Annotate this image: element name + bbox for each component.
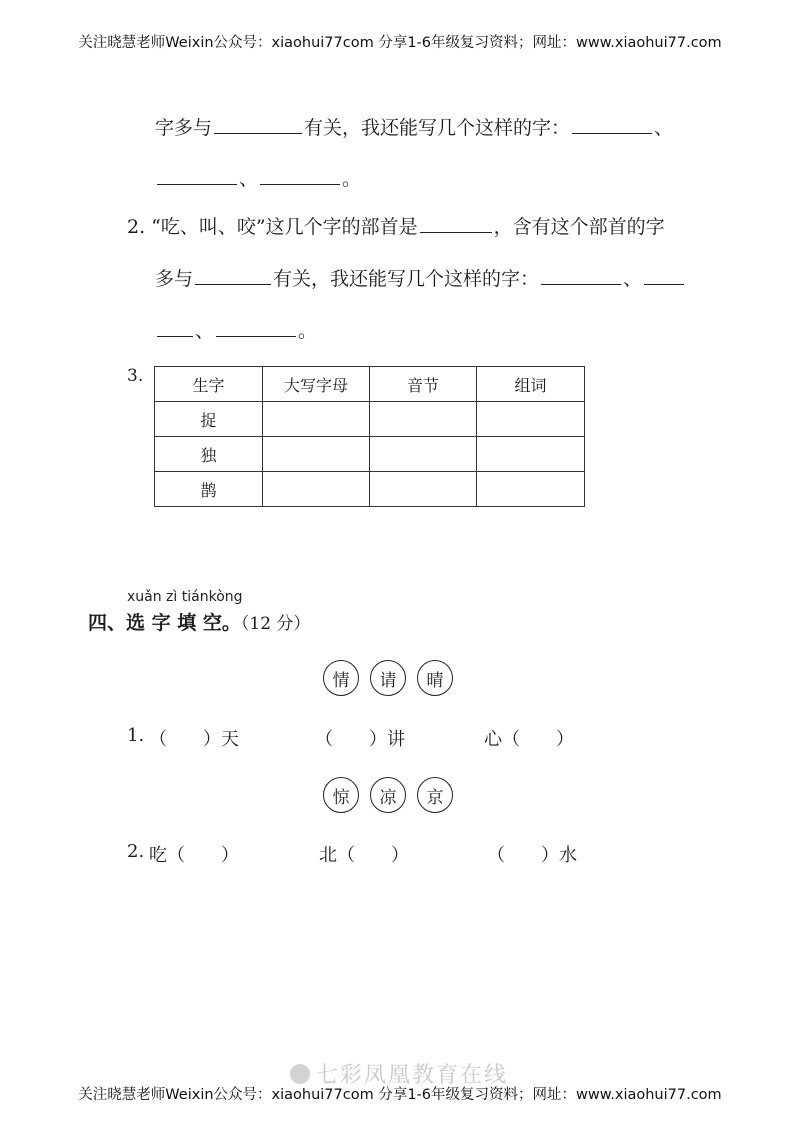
- answer-cell[interactable]: [263, 472, 370, 507]
- table-header-row: [155, 367, 585, 402]
- bottom-banner: 关注晓慧老师Weixin公众号：xiaohui77com 分享1-6年级复习资料；网址：www.xiaohui77.com: [78, 1087, 722, 1103]
- q2-line2: [155, 266, 686, 291]
- answer-cell[interactable]: [370, 402, 477, 437]
- char-cell: 捉: [155, 402, 263, 437]
- fill-item[interactable]: 吃（ ）: [149, 845, 239, 866]
- option-circle: 请: [370, 660, 406, 696]
- q2-line2-start: 多与: [155, 268, 194, 290]
- q2-line3: [155, 318, 317, 343]
- answer-cell[interactable]: [370, 472, 477, 507]
- q2-blank-3[interactable]: [541, 266, 621, 285]
- answer-cell[interactable]: [477, 437, 585, 472]
- option-circle: 凉: [370, 777, 406, 813]
- top-banner: 关注晓慧老师Weixin公众号：xiaohui77com 分享1-6年级复习资料；网址：www.xiaohui77.com: [78, 35, 722, 51]
- fill-item[interactable]: 心（ ）: [484, 729, 574, 750]
- q1-line2: [155, 166, 361, 191]
- q3-number: 3.: [127, 366, 144, 386]
- table-row: [155, 472, 585, 507]
- section-title: [88, 608, 310, 635]
- option-circle: 晴: [417, 660, 453, 696]
- section-title-text: 四、选 字 填 空: [88, 612, 222, 634]
- section-title-period: 。: [221, 612, 241, 634]
- q2-sep-1: 、: [623, 268, 643, 290]
- option-circle: 情: [323, 660, 359, 696]
- q1-blank-4[interactable]: [260, 166, 340, 185]
- answer-cell[interactable]: [477, 472, 585, 507]
- section-pinyin: xuǎn zì tiánkòng: [127, 589, 243, 605]
- fill-item[interactable]: （ ）水: [487, 845, 577, 866]
- q1-blank-3[interactable]: [157, 166, 237, 185]
- q1-sep-2: 、: [239, 168, 259, 190]
- watermark-text: 七彩凤凰教育在线: [316, 1063, 509, 1088]
- char-cell: 独: [155, 437, 263, 472]
- q1-text-start: 字多与: [155, 117, 213, 139]
- section-score: （12 分）: [240, 614, 311, 634]
- fill-item[interactable]: （ ）讲: [315, 729, 405, 750]
- q2-blank-5[interactable]: [216, 318, 296, 337]
- fill-row-1: [127, 725, 627, 751]
- fill-row-1-number: 1.: [127, 725, 145, 746]
- option-circle: 京: [417, 777, 453, 813]
- q2-blank-4a[interactable]: [644, 266, 684, 285]
- header-cell: 大写字母: [263, 367, 370, 402]
- character-table: [154, 366, 585, 507]
- q2-line1: [127, 214, 665, 239]
- q2-sep-2: 、: [195, 320, 215, 342]
- q2-number: 2.: [127, 216, 146, 238]
- fill-row-2-number: 2.: [127, 841, 145, 862]
- q2-text-end: ，含有这个部首的字: [493, 216, 665, 238]
- char-cell: 鹊: [155, 472, 263, 507]
- q1-sep-1: 、: [654, 117, 674, 139]
- answer-cell[interactable]: [370, 437, 477, 472]
- header-cell: 音节: [370, 367, 477, 402]
- q1-text-mid: 有关，我还能写几个这样的字：: [304, 117, 571, 139]
- table-row: [155, 437, 585, 472]
- q2-blank-4b[interactable]: [157, 318, 193, 337]
- option-group-1: [323, 660, 453, 696]
- fill-item[interactable]: （ ）天: [149, 729, 239, 750]
- publisher-logo-icon: [290, 1064, 310, 1084]
- table-row: [155, 402, 585, 437]
- option-circle: 惊: [323, 777, 359, 813]
- q1-blank-1[interactable]: [214, 115, 302, 134]
- q1-blank-2[interactable]: [572, 115, 652, 134]
- fill-item[interactable]: 北（ ）: [319, 845, 409, 866]
- header-cell: 组词: [477, 367, 585, 402]
- fill-row-2: [127, 841, 627, 867]
- q1-end: 。: [342, 168, 362, 190]
- q2-end: 。: [298, 320, 318, 342]
- answer-cell[interactable]: [263, 437, 370, 472]
- q2-line2-mid: 有关，我还能写几个这样的字：: [273, 268, 540, 290]
- answer-cell[interactable]: [477, 402, 585, 437]
- option-group-2: [323, 777, 453, 813]
- answer-cell[interactable]: [263, 402, 370, 437]
- q2-text-start: “吃、叫、咬”这几个字的部首是: [151, 216, 418, 238]
- q2-blank-2[interactable]: [195, 266, 271, 285]
- header-cell: 生字: [155, 367, 263, 402]
- q1-line1: [155, 115, 673, 140]
- q2-blank-1[interactable]: [420, 214, 492, 233]
